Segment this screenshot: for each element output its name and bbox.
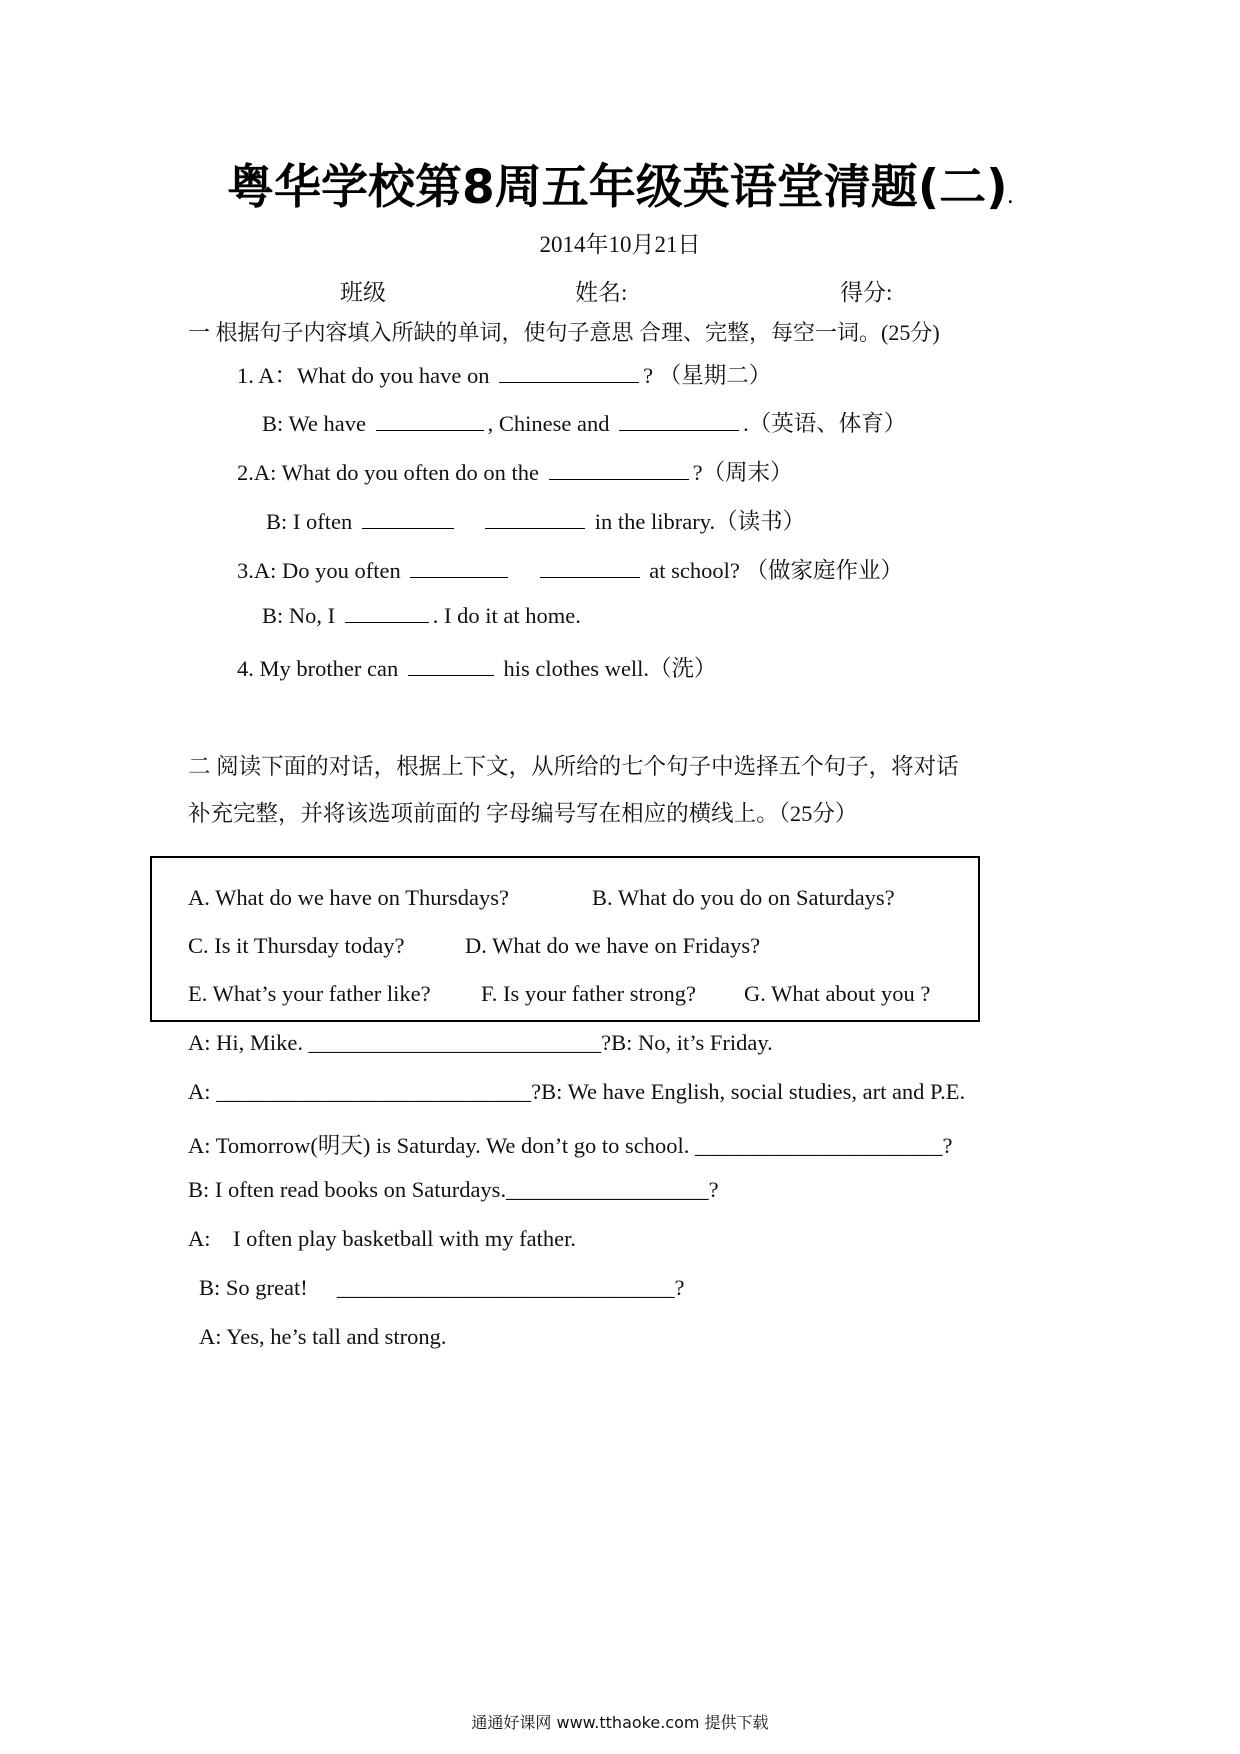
dialogue-line-6 (199, 1275, 684, 1301)
option-c: C. Is it Thursday today? (188, 933, 405, 958)
option-b: B. What do you do on Saturdays? (592, 885, 895, 910)
section2-heading-line2: 补充完整，并将该选项前面的 字母编号写在相应的横线上。（25分） (188, 801, 858, 826)
footer-source: 通通好课网 www.tthaoke.com 提供下载 (471, 1713, 769, 1732)
section2-heading-line1: 二 阅读下面的对话，根据上下文，从所给的七个句子中选择五个句子，将对话 (188, 754, 959, 779)
q2a-hint: ?（周末） (692, 460, 793, 485)
question-1a (237, 358, 771, 390)
q1a-text: 1. A：What do you have on (237, 363, 490, 388)
answer-blank[interactable] (485, 508, 585, 529)
question-3a (237, 553, 903, 585)
page-title: 粤华学校第8周五年级英语堂清题(二). (227, 160, 1013, 215)
dialogue-line-5: A: I often play basketball with my father. (188, 1226, 577, 1251)
answer-blank[interactable] (408, 655, 494, 676)
q1b-text: B: We have (262, 411, 366, 436)
q4-hint: his clothes well.（洗） (503, 656, 717, 681)
dialogue-text: ? (942, 1133, 953, 1158)
answer-blank[interactable] (410, 557, 508, 578)
answer-blank[interactable]: __________________ (506, 1177, 709, 1202)
answer-blank[interactable] (362, 508, 454, 529)
name-label: 姓名: (575, 280, 628, 305)
q3a-text: 3.A: Do you often (237, 558, 401, 583)
dialogue-text: A: Tomorrow(明天) is Saturday. We don’t go to school. (188, 1133, 690, 1158)
question-4 (237, 651, 717, 683)
option-a: A. What do we have on Thursdays? (188, 885, 509, 910)
q2b-hint: in the library.（读书） (594, 509, 806, 534)
answer-blank[interactable]: ______________________________ (336, 1275, 675, 1300)
answer-blank[interactable] (499, 362, 639, 383)
dialogue-line-7: A: Yes, he’s tall and strong. (199, 1324, 447, 1349)
question-3b (262, 602, 581, 629)
option-f: F. Is your father strong? (481, 981, 697, 1006)
section1-heading: 一 根据句子内容填入所缺的单词，使句子意思 合理、完整，每空一词。(25分) (188, 320, 940, 345)
q3a-hint: at school? （做家庭作业） (649, 558, 903, 583)
option-d: D. What do we have on Fridays? (465, 933, 761, 958)
dialogue-line-3 (188, 1128, 953, 1160)
score-label: 得分: (840, 280, 893, 305)
class-label: 班级 (340, 280, 386, 305)
q2a-text: 2.A: What do you often do on the (237, 460, 540, 485)
answer-blank[interactable]: ____________________________ (216, 1079, 532, 1104)
option-e: E. What’s your father like? (188, 981, 431, 1006)
answer-blank[interactable] (549, 459, 689, 480)
option-g: G. What about you ? (744, 981, 931, 1006)
answer-blank[interactable] (540, 557, 640, 578)
q1b-mid-text: , Chinese and (487, 411, 610, 436)
answer-blank[interactable] (376, 410, 484, 431)
dialogue-line-2 (188, 1079, 965, 1105)
dialogue-text: A: Hi, Mike. (188, 1030, 303, 1055)
q3b-tail: . I do it at home. (432, 603, 581, 628)
question-2b (266, 504, 805, 536)
q2b-text: B: I often (266, 509, 353, 534)
dialogue-text: B: I often read books on Saturdays. (188, 1177, 507, 1202)
question-1b (262, 406, 906, 438)
q4-text: 4. My brother can (237, 656, 399, 681)
question-2a (237, 455, 793, 487)
dialogue-line-4 (188, 1177, 719, 1203)
answer-blank[interactable]: ______________________ (695, 1133, 943, 1158)
answer-blank[interactable]: __________________________ (308, 1030, 602, 1055)
q1a-hint: ? （星期二） (643, 363, 772, 388)
dialogue-text: ?B: We have English, social studies, art and P.E. (531, 1079, 966, 1104)
dialogue-text: ? (708, 1177, 719, 1202)
dialogue-text: A: (188, 1079, 211, 1104)
dialogue-line-1 (188, 1030, 773, 1056)
dialogue-text: ?B: No, it’s Friday. (601, 1030, 773, 1055)
q3b-text: B: No, I (262, 603, 336, 628)
answer-blank[interactable] (619, 410, 739, 431)
q1b-hint: .（英语、体育） (743, 411, 907, 436)
dialogue-text: B: So great! (199, 1275, 308, 1300)
exam-date: 2014年10月21日 (539, 232, 701, 257)
dialogue-text: ? (674, 1275, 685, 1300)
answer-blank[interactable] (345, 602, 429, 623)
